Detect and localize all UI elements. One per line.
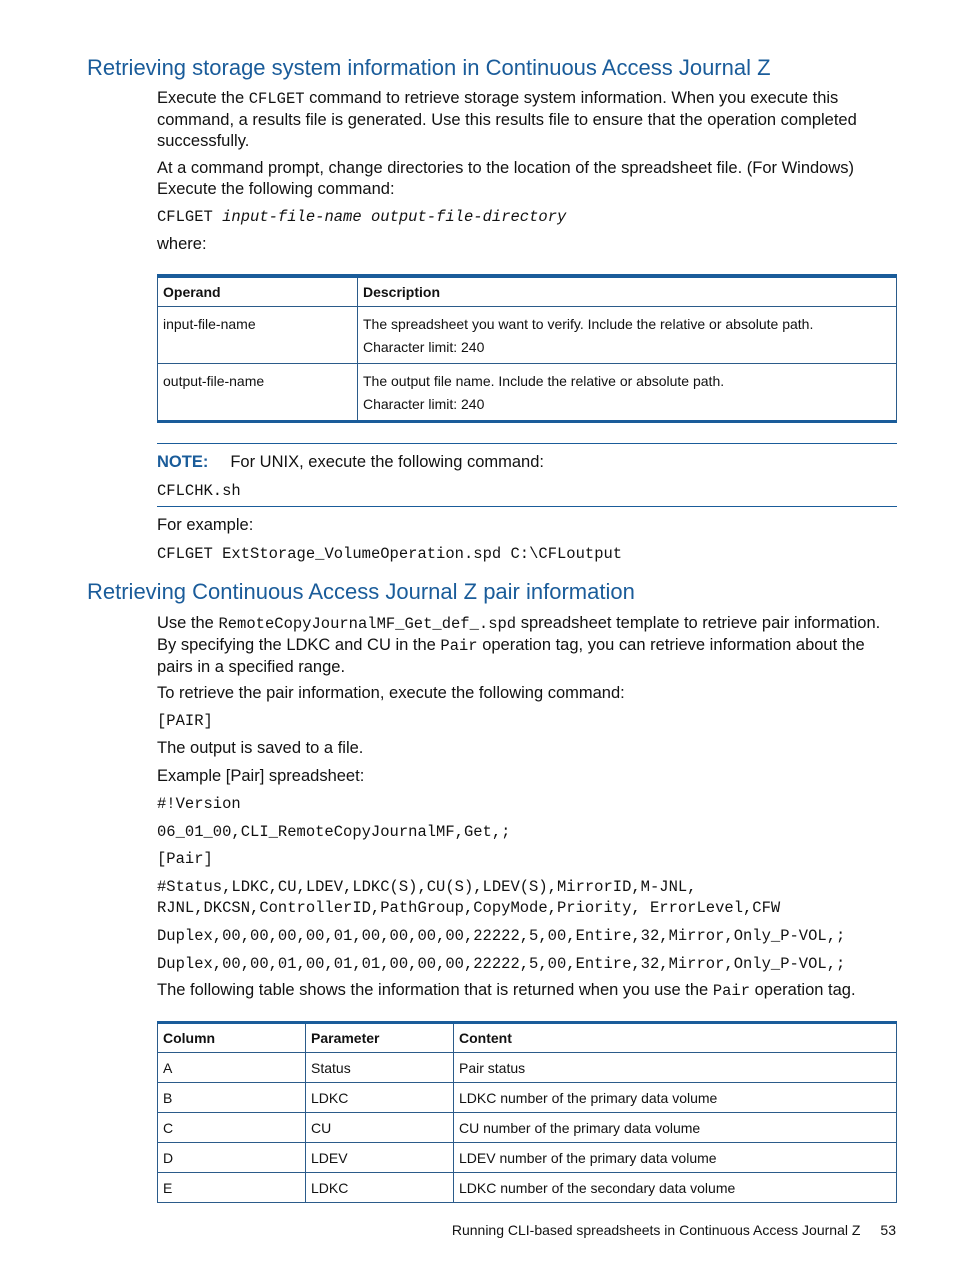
parameter-cell: CU bbox=[306, 1113, 454, 1143]
column-cell: E bbox=[158, 1173, 306, 1203]
table-header-row bbox=[158, 1023, 897, 1053]
section-heading-storage-info: Retrieving storage system information in Continuous Access Journal Z bbox=[87, 55, 771, 80]
inline-code: Pair bbox=[712, 982, 751, 1000]
column-header: Content bbox=[454, 1023, 897, 1053]
column-header: Operand bbox=[158, 276, 358, 307]
column-header: Parameter bbox=[306, 1023, 454, 1053]
paragraph-pair-intro bbox=[157, 613, 897, 678]
inline-code: RemoteCopyJournalMF_Get_def_.spd bbox=[218, 615, 517, 633]
note-text: For UNIX, execute the following command: bbox=[230, 453, 544, 471]
table-row bbox=[158, 1113, 897, 1143]
footer-text: Running CLI-based spreadsheets in Continuous Access Journal Z bbox=[451, 1222, 861, 1238]
code-line: RJNL,DKCSN,ControllerID,PathGroup,CopyMode,Priority, ErrorLevel,CFW bbox=[157, 899, 781, 917]
content-cell: Pair status bbox=[454, 1053, 897, 1083]
pair-columns-table bbox=[157, 1021, 897, 1203]
inline-code: Pair bbox=[440, 637, 478, 655]
note-line bbox=[157, 453, 544, 472]
column-cell: A bbox=[158, 1053, 306, 1083]
page-number: 53 bbox=[880, 1222, 896, 1238]
operand-table bbox=[157, 274, 897, 423]
column-cell: C bbox=[158, 1113, 306, 1143]
note-box bbox=[157, 443, 897, 507]
character-limit: Character limit: 240 bbox=[363, 396, 485, 412]
table-row bbox=[158, 1143, 897, 1173]
column-cell: D bbox=[158, 1143, 306, 1173]
command-arg: C:\CFLoutput bbox=[510, 545, 623, 563]
table-row bbox=[158, 1053, 897, 1083]
table-header-row bbox=[158, 276, 897, 307]
command-arg: output-file-directory bbox=[370, 208, 567, 226]
description-cell bbox=[358, 364, 897, 422]
table-row bbox=[158, 364, 897, 422]
parameter-cell: LDKC bbox=[306, 1173, 454, 1203]
pair-command: [PAIR] bbox=[157, 712, 213, 730]
content-cell: LDKC number of the secondary data volume bbox=[454, 1173, 897, 1203]
table-row bbox=[158, 1083, 897, 1113]
note-label: NOTE: bbox=[157, 453, 209, 471]
code-line: Duplex,00,00,00,00,01,00,00,00,00,22222,5,00,Entire,32,Mirror,Only_P-VOL,; bbox=[157, 927, 846, 945]
table-row bbox=[158, 307, 897, 364]
parameter-cell: Status bbox=[306, 1053, 454, 1083]
paragraph-cflget-intro bbox=[157, 88, 897, 152]
description-text: The output file name. Include the relative or absolute path. bbox=[363, 373, 725, 389]
text: operation tag, you can retrieve information about the pairs in a specified range. bbox=[157, 636, 865, 676]
text: operation tag. bbox=[750, 981, 856, 999]
parameter-cell: LDKC bbox=[306, 1083, 454, 1113]
text: Use the bbox=[157, 614, 219, 632]
text: command to retrieve storage system information. When you execute this command, a results file is generated. Use this results file to ensure that the operation completed successfully. bbox=[157, 89, 857, 150]
text: spreadsheet template to retrieve pair information. By specifying the LDKC and CU in the bbox=[157, 614, 881, 654]
inline-code: CFLGET bbox=[248, 90, 305, 108]
page-footer bbox=[452, 1222, 896, 1238]
where-label: where: bbox=[157, 235, 207, 253]
paragraph-retrieve-pair: To retrieve the pair information, execute the following command: bbox=[157, 684, 625, 702]
command-name: CFLGET bbox=[157, 545, 213, 563]
column-header: Column bbox=[158, 1023, 306, 1053]
description-cell bbox=[358, 307, 897, 364]
command-arg: input-file-name bbox=[222, 208, 362, 226]
command-name: CFLGET bbox=[157, 208, 213, 226]
content-cell: CU number of the primary data volume bbox=[454, 1113, 897, 1143]
example-command bbox=[157, 544, 897, 565]
paragraph-change-directory: At a command prompt, change directories to the location of the spreadsheet file. (For Windows) Execute the following command: bbox=[157, 159, 855, 198]
description-text: The spreadsheet you want to verify. Include the relative or absolute path. bbox=[363, 316, 814, 332]
for-example-label: For example: bbox=[157, 516, 254, 534]
code-line: 06_01_00,CLI_RemoteCopyJournalMF,Get,; bbox=[157, 823, 511, 841]
parameter-cell: LDEV bbox=[306, 1143, 454, 1173]
operand-cell: output-file-name bbox=[158, 364, 358, 422]
code-line: Duplex,00,00,01,00,01,01,00,00,00,22222,5,00,Entire,32,Mirror,Only_P-VOL,; bbox=[157, 955, 846, 973]
character-limit: Character limit: 240 bbox=[363, 339, 485, 355]
content-cell: LDEV number of the primary data volume bbox=[454, 1143, 897, 1173]
paragraph-output-saved: The output is saved to a file. bbox=[157, 739, 364, 757]
code-line: #!Version bbox=[157, 795, 241, 813]
paragraph-example-spreadsheet: Example [Pair] spreadsheet: bbox=[157, 767, 365, 785]
section-heading-pair-info: Retrieving Continuous Access Journal Z pair information bbox=[87, 579, 635, 604]
code-line: [Pair] bbox=[157, 850, 213, 868]
code-line: #Status,LDKC,CU,LDEV,LDKC(S),CU(S),LDEV(S),MirrorID,M-JNL, bbox=[157, 878, 697, 896]
column-cell: B bbox=[158, 1083, 306, 1113]
table-row bbox=[158, 1173, 897, 1203]
operand-cell: input-file-name bbox=[158, 307, 358, 364]
paragraph-table-intro bbox=[157, 980, 897, 1002]
text: The following table shows the information that is returned when you use the bbox=[157, 981, 713, 999]
text: Execute the bbox=[157, 89, 249, 107]
command-syntax bbox=[157, 207, 897, 228]
content-cell: LDKC number of the primary data volume bbox=[454, 1083, 897, 1113]
column-header: Description bbox=[358, 276, 897, 307]
note-command: CFLCHK.sh bbox=[157, 482, 241, 500]
command-arg: ExtStorage_VolumeOperation.spd bbox=[222, 545, 502, 563]
